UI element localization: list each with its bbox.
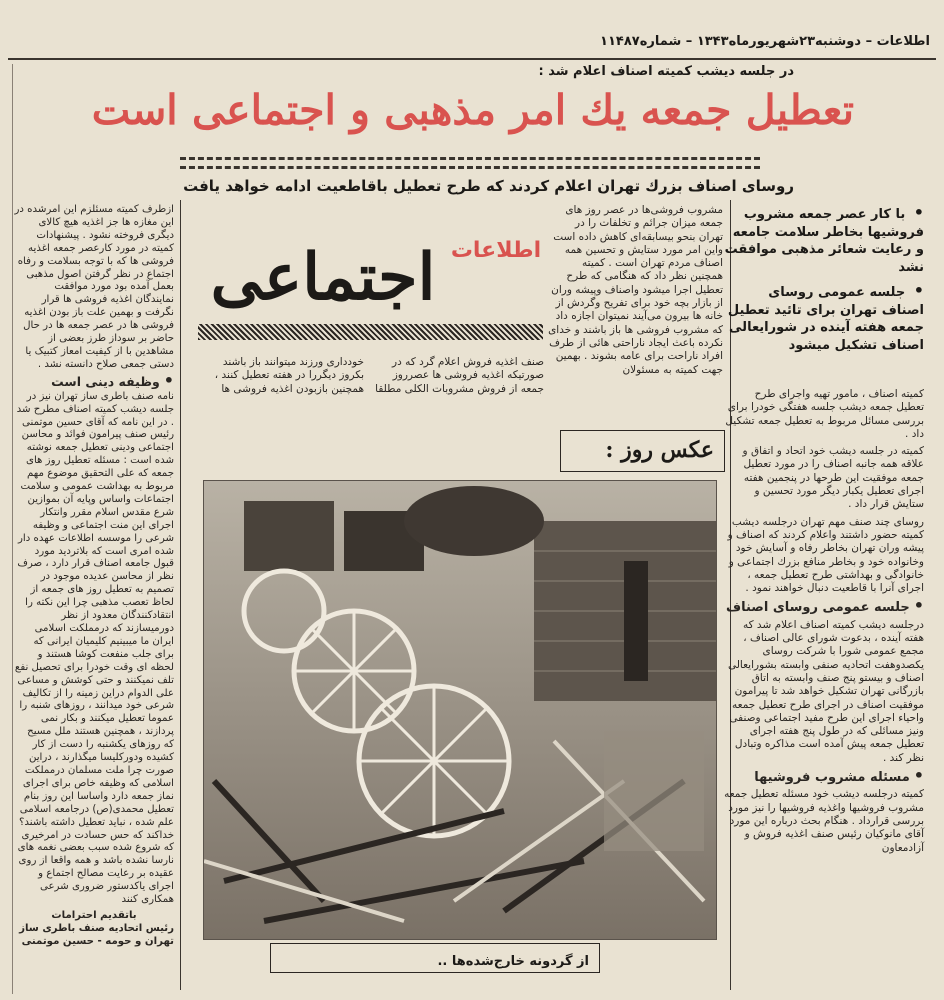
paragraph: کمیته اصناف ، مامور تهیه واجرای طرح تعطیل جمعه دیشب جلسه هفتگی خودرا برای بررسی مسائل مربوط به تعطیل جمعه تشکیل داد .: [725, 388, 924, 440]
photo-wreckage-image: [204, 481, 716, 939]
photo-heading: عکس روز :: [605, 437, 714, 463]
photo-of-day: [203, 480, 717, 940]
headline: تعطیل جمعه یك امر مذهبی و اجتماعی است: [91, 86, 854, 134]
headline-divider: [180, 157, 760, 169]
left-margin-rule: [12, 64, 13, 994]
left-column: [14, 204, 174, 994]
middle-top-text: مشروب فروشی‌ها در عصر روز های جمعه میزان جرائم و تخلفات را در تهران بنحو بیسابقه‌ای کاهش داده است واین امر مورد ستایش و تحسین همه اصناف مردم تهران است . کمیته همچنین نظر داد که هنگامی که طرح تعطیل اجرا میشود واصناف وپیشه وران از بازار بچه خود برای تفریح وگردش از خانه ها بیرون می‌آیند نمیتوان اجازه داد که مشروب فروشی ها باز باشند و خدای نکرده باعث ایجاد ناراحتی هائی از طرف افراد ناراحت برای عامه بشوند . بهمین جهت کمیته به مسئولان: [548, 204, 723, 376]
masthead-rule: [8, 58, 936, 60]
logo-bar: [198, 324, 543, 340]
logo-section: اجتماعی: [210, 240, 436, 315]
ettelaat-ejtemai-logo: [198, 236, 543, 340]
paragraph: ازطرف کمیته مسئلزم این امرشده در این مغازه ها جز اغذیه هیچ کالای دیگری فروخته نشود . پیشنهادات کمیته در مورد کارعصر جمعه اغذیه فروشی ها که با توجه بسلامت و رفاه اجتماع در نظر گرفتن اصول مذهبی بعمل آمده بود مورد موافقت نمایندگان اغذیه فروشی ها قرار نگرفت و بهمین علت باز بودن اغذیه فروشی ها در عصر جمعه ها در حال حاضر بر سوداز طرز بعضی از مشاهدین با از کیفیت امعاز کتبیک یا دستی جمعی صلاح دانسته نشد .: [14, 204, 174, 370]
closing: باتقدیم احترامات: [51, 909, 137, 921]
photo-caption-box: [270, 943, 600, 973]
photo-heading-box: [560, 430, 725, 472]
paragraph: کمیته در جلسه دیشب خود اتحاد و اتفاق و علاقه همه جانبه اصناف را در مورد تعطیل جمعه موفقیت این طرحها در پنجمین هفته اجرای تعطیل یکبار دیگر مورد تحسین و ستایش قرار داد .: [742, 445, 924, 511]
subhead-liquor-stores: • مسئله مشروب فروشیها: [724, 769, 924, 784]
summary-item: • با کار عصر جمعه مشروب فروشیها بخاطر سلامت جامعه و رعایت شعائر مذهبی موافقت نشد: [724, 204, 924, 276]
photo-caption: از گردونه خارج‌شده‌ها ..: [437, 954, 589, 969]
left-column-rule: [180, 200, 181, 990]
logo-brand: اطلاعات: [450, 238, 542, 263]
signature: رئیس اتحادیه صنف باطری ساز تهران و حومه - حسین موتمنی: [19, 922, 174, 947]
summary-block: [724, 204, 924, 354]
masthead: اطلاعات – دوشنبه۲۳شهریورماه۱۳۴۳ – شماره۱۱۴۸۷: [600, 34, 930, 49]
paragraph: روسای چند صنف مهم تهران درجلسه دیشب کمیته حضور داشتند واعلام کردند که اصناف و پیشه وران تهران بخاطر رفاه و آسایش خود وخانواده خود و بخاطر منافع بزرك اجتماعی و خانوادگی و بهداشتی طرح تعطیل جمعه ، اجرای آنرا با قاطعیت دنبال خواهند نمود .: [727, 515, 924, 595]
summary-item: • جلسه عمومی روسای اصناف تهران برای تائید تعطیل جمعه هفته آینده در شورایعالی اصناف تشکیل میشود: [724, 282, 924, 354]
paragraph: کمیته درجلسه دیشب خود مسئله تعطیل جمعه مشروب فروشیها واغذیه فروشیها را نیز مورد بررسی قرارداد . هنگام بحث درباره این مورد آقای مانوکیان رئیس صنف اغذیه فروش و آزادمعاون: [724, 788, 924, 854]
middle-bottom-text-a: صنف اغذیه فروش اعلام گرد که در صورتیکه اغذیه فروشی ها عصرروز جمعه از فروش مشروبات الکلی مطلقا: [375, 356, 544, 395]
subhead-general-assembly: • جلسه عمومی روسای اصناف: [724, 599, 924, 614]
subheadline: روسای اصناف بزرك تهران اعلام کردند که طرح تعطیل باقاطعیت ادامه خواهد یافت: [183, 177, 794, 195]
right-column-body: [724, 388, 924, 855]
middle-bottom-text-b: خودداری ورزند میتوانند باز باشند بکروز دیگررا در هفته تعطیل کنند ، همچنین بازبودن اغذیه فروشی ها: [214, 356, 364, 395]
kicker: در جلسه دیشب کمیته اصناف اعلام شد :: [538, 64, 794, 79]
paragraph: درجلسه دیشب کمیته اصناف اعلام شد که هفته آینده ، بدعوت شورای عالی اصناف ، مجمع عمومی شورا با شرکت روسای یکصدوهفت اتحادیه صنفی وابسته بشورایعالی اصناف و بیستو پنج صنف وابسته به اتاق بازرگانی تهران تشکیل خواهد شد تا پیرامون موفقیت اصناف در اجرای طرح تعطیل جمعه واحیاء اجرای این طرح مفید اجتماعی وصنفی ونیز مسائلی که در طول پنج هفته اجرای تعطیل جمعه پیش آمده است مذاکره وتبادل نظر کند .: [727, 618, 924, 764]
subhead-religious-duty: • وظیفه دینی است: [14, 375, 174, 389]
paragraph: نامه صنف باطری ساز تهران نیز در جلسه دیشب کمیته اصناف مطرح شد . در این نامه که آقای حسین موتمنی رئیس صنف پیرامون فوائد و محاسن اجتماعی ودینی تعطیل جمعه نوشته شده است : مسئله تعطیل روز های جمعه که علی التحقیق موضوع مهم مربوط به بهداشت عمومی و سلامت اجتماعات واساس وپایه آن بموازین شرع مقدس اسلام مقرر وانتکار اجرای این منت اجتماعی و وظیفه شرعی را موسسه اطلاعات عهده دار شده امری است که بلاتردید مورد قبول جامعه اصناف قرار دارد ، صرف نظر از محاسن عدیده موجود در تصمیم به تعطیل روز های جمعه از لحاظ تعصب مذهبی چرا این نکته را انتقادکنندگان معدود از نظر دورمیسازند که درمملکت اسلامی ایران ما میبینیم کلیمیان ایرانی که برای جلب منفعت کوشا هستند و لحظه ای وقت خودرا برای تحصیل نفع تلف نمیکنند و حتی کوشش و مساعی علی الدوام دراین زمینه را از تکالیف شرعی خود میدانند ، روزهای شنبه را عموما تعطیل میکنند و بکار نمی پردازند ، همچنین هستند ملل مسیح که روزهای یکشنبه را دست از کار کشیده ودورکلیسا میگذارند ، دراین صورت چرا ملت مسلمان درمملکت اسلامی که وظیفه خاص برای اجرای نماز جمعه دارد واساسا این روز بنام تعطیل محمدی(ص) درجامعه اسلامی علم شده ، نباید تعطیل داشته باشند؟ خداکند که حس حسادت در امرخیری که شروع شده سبب بعضی نغمه های نارسا نشده باشد و همه واقعا از روی عقیده بر رعایت مصالح اجتماع و اجرای یاکدستور ضروری شرعی همکاری کنند: [14, 390, 174, 906]
